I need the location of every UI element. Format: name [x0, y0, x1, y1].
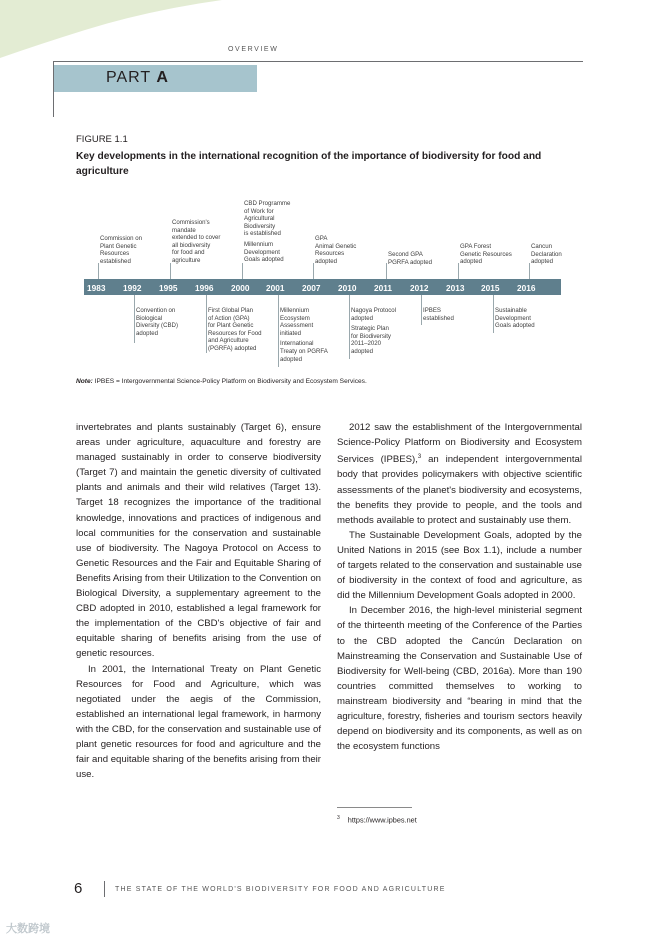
- footnote-rule: [337, 807, 412, 808]
- timeline-tick: [242, 263, 243, 279]
- timeline-event-below: Millennium Ecosystem Assessment initiated International Treaty on PGRFA adopted: [280, 307, 328, 363]
- timeline-year: 2012: [410, 283, 429, 293]
- timeline-event-above: GPA Animal Genetic Resources adopted: [315, 235, 357, 265]
- timeline-year: 1983: [87, 283, 106, 293]
- timeline-event-above: CBD Programme of Work for Agricultural Biodiversity is established Millennium Development Goals adopted: [244, 200, 291, 264]
- timeline-tick: [529, 263, 530, 279]
- figure-label: FIGURE 1.1: [76, 134, 128, 145]
- timeline-tick: [134, 295, 135, 343]
- timeline-tick: [421, 295, 422, 325]
- timeline-year: 2016: [517, 283, 536, 293]
- footnote: [337, 815, 417, 824]
- timeline-event-above: Cancun Declaration adopted: [531, 243, 562, 266]
- timeline-tick: [98, 263, 99, 279]
- section-label: OVERVIEW: [228, 46, 279, 53]
- footnote-ref[interactable]: 3: [417, 454, 422, 461]
- timeline-tick: [458, 263, 459, 279]
- timeline-event-above: GPA Forest Genetic Resources adopted: [460, 243, 512, 266]
- footer-title: THE STATE OF THE WORLD'S BIODIVERSITY FOR FOOD AND AGRICULTURE: [115, 886, 446, 893]
- timeline-tick: [493, 295, 494, 333]
- timeline-year: 1996: [195, 283, 214, 293]
- body-right-column: [337, 420, 582, 754]
- timeline-event-below: Sustainable Development Goals adopted: [495, 307, 535, 330]
- timeline-year: 2011: [374, 283, 392, 293]
- note-label: Note:: [76, 378, 93, 385]
- timeline-year: 2001: [266, 283, 285, 293]
- timeline-event-below: Convention on Biological Diversity (CBD) adopted: [136, 307, 178, 337]
- body-left-column: [76, 420, 321, 782]
- header-rule: [53, 61, 583, 62]
- timeline-tick: [313, 263, 314, 279]
- timeline-tick: [170, 263, 171, 279]
- watermark: 大数跨境: [6, 923, 50, 935]
- part-letter: A: [156, 69, 169, 86]
- figure-title: Key developments in the international recognition of the importance of biodiversity for food and agriculture: [76, 151, 542, 177]
- body-paragraph: invertebrates and plants sustainably (Target 6), ensure areas under agriculture, aquaculture and forestry are managed sustainably in order to conserve biodiversity (Target 7) and maintain the genetic diversity of cultivated plants and animals and their wild relatives (Target 13). Target 18 recognizes the importance of the traditional knowledge, innovations and practices of indigenous and local communities for the conservation and sustainable use of biodiversity. The Nagoya Protocol on Access to Genetic Resources and the Fair and Equitable Sharing of Benefits Arising from their Utilization to the Convention on Biological Diversity, a supplementary agreement to the CBD adopted in 2010, established a legal framework for the implementation of the CBD's objective of fair and equitable sharing of benefits arising from the use of genetic resources.: [76, 422, 321, 660]
- timeline-tick: [386, 263, 387, 279]
- timeline-year: 2013: [446, 283, 465, 293]
- page-number: 6: [74, 880, 83, 897]
- timeline-tick: [349, 295, 350, 359]
- timeline-year: 2015: [481, 283, 500, 293]
- figure-note: [76, 378, 367, 385]
- timeline-year: 2000: [231, 283, 250, 293]
- body-paragraph: In 2001, the International Treaty on Plant Genetic Resources for Food and Agriculture, which was negotiated under the aegis of the Commission, established an international legal framework, in harmony with the CBD, for the conservation and sustainable use of plant genetic resources for food and agriculture and the fair and equitable sharing of the benefits arising from their use.: [76, 663, 321, 781]
- timeline-event-below: First Global Plan of Action (GPA) for Plant Genetic Resources for Food and Agriculture (PGRFA) adopted: [208, 307, 262, 352]
- timeline-event-below: IPBES established: [423, 307, 454, 322]
- body-paragraph: In December 2016, the high-level ministerial segment of the thirteenth meeting of the Conference of the Parties to the CBD adopted the Cancún Declaration on Mainstreaming the Conservation and Sustainable Use of Biodiversity for Well-being (CBD, 2016a). More than 190 countries committed themselves to working to mainstream biodiversity and “bearing in mind that the agriculture, forestry, fisheries and tourism sectors heavily depend on biodiversity and its components, as well as on the ecosystem functions: [337, 605, 582, 753]
- part-word: PART: [106, 69, 151, 86]
- timeline-tick: [206, 295, 207, 353]
- timeline-event-above: Commission on Plant Genetic Resources established: [100, 235, 142, 265]
- body-paragraph: 2012 saw the establishment of the Intergovernmental Science-Policy Platform on Biodiversity and Ecosystem Services (IPBES),$^3$ an independent intergovernmental body that provides policymakers with objective scientific assessments of the planet's biodiversity and ecosystems, the benefits they provide to people, and the tools and methods available to protect and sustainably use them.: [337, 422, 582, 526]
- part-heading: [106, 69, 169, 87]
- footnote-number: 3: [337, 815, 340, 821]
- timeline-event-below: Nagoya Protocol adopted Strategic Plan for Biodiversity 2011–2020 adopted: [351, 307, 397, 355]
- corner-decoration: [0, 0, 222, 58]
- footnote-link[interactable]: https://www.ipbes.net: [347, 815, 417, 825]
- note-text: IPBES = Intergovernmental Science-Policy Platform on Biodiversity and Ecosystem Services.: [92, 378, 367, 385]
- timeline-year: 2010: [338, 283, 357, 293]
- timeline-tick: [278, 295, 279, 367]
- footer-separator: [104, 881, 105, 897]
- timeline-year: 2007: [302, 283, 321, 293]
- timeline-event-above: Second GPA PGRFA adopted: [388, 251, 433, 266]
- timeline-year: 1992: [123, 283, 142, 293]
- timeline-event-above: Commission's mandate extended to cover all biodiversity for food and agriculture: [172, 219, 221, 264]
- body-paragraph: The Sustainable Development Goals, adopted by the United Nations in 2015 (see Box 1.1), include a number of targets related to the conservation and sustainable use of biodiversity in the context of food and agriculture, as did the Millennium Development Goals adopted in 2000.: [337, 529, 582, 602]
- timeline-year: 1995: [159, 283, 178, 293]
